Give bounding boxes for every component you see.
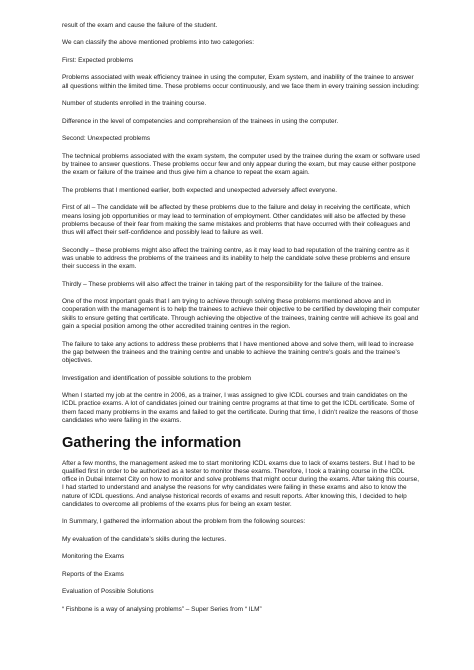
paragraph: Monitoring the Exams (62, 553, 125, 561)
paragraph: “ Fishbone is a way of analysing problems” – Super Series from “ ILM” (62, 605, 262, 613)
paragraph: The problems that I mentioned earlier, both expected and unexpected adversely affect everyone. (62, 186, 338, 194)
paragraph: One of the most important goals that I am trying to achieve through solving these problems mentioned above and in cooperation with the management is to help the trainees to achieve their objective to be certified by developing their computer skills to ensure getting that certificate. Through achieving the objective of the trainees, training centre will achieve its goal and gain a special position among the other accredited training centres in the region. (62, 298, 420, 331)
section-heading: Gathering the information (62, 434, 242, 451)
paragraph: Difference in the level of competencies and comprehension of the trainees in using the computer. (62, 117, 339, 125)
paragraph: Number of students enrolled in the training course. (62, 100, 207, 108)
paragraph: The failure to take any actions to address these problems that I have mentioned above and solve them, will lead to increase the gap between the trainees and the training centre and unable to achieve the training centre’s goals and the trainee’s objectives. (62, 340, 414, 365)
paragraph: Secondly – these problems might also affect the training centre, as it may lead to bad reputation of the training centre as it was unable to address the problems of the trainees and its inability to help the candidate solve these problems and ensure their success in the exam. (62, 246, 411, 271)
paragraph: Evaluation of Possible Solutions (62, 588, 154, 596)
paragraph: Problems associated with weak efficiency trainee in using the computer, Exam system, and inability of the trainee to answer all questions within the limited time. These problems occur continuously, and we face them in every training session including: (62, 74, 420, 90)
paragraph: First of all – The candidate will be affected by these problems due to the failure and delay in receiving the certificate, which means losing job opportunities or may lead to termination of employment. Other candidates will also be affected by these problems because of their fear from making the same mistakes and problems that have occurred with their colleagues and thus will affect their self-confidence and possibly lead to failure as well. (62, 204, 411, 237)
paragraph: Investigation and identification of possible solutions to the problem (62, 374, 251, 382)
paragraph: In Summary, I gathered the information about the problem from the following sources: (62, 518, 306, 526)
paragraph: When I started my job at the centre in 2006, as a trainer, I was assigned to give ICDL courses and train candidates on the ICDL practice exams. A lot of candidates joined our training centre programs at that time to get the ICDL certificate. Some of them faced many problems in the exams and failed to get the certificate. During that time, I didn’t realize the reasons of those candidates who were failing in the exams. (62, 392, 419, 425)
document-page (62, 22, 420, 623)
paragraph: After a few months, the management asked me to start monitoring ICDL exams due to lack of exams testers. But I had to be qualified first in order to be authorized as a tester to monitor these exams. Therefore, I took a training course in the ICDL office in Dubai Internet City on how to monitor and solve problems that might occur during the exams. After taking this course, I had started to understand and analyse the reasons for why candidates were failing in these exams and also to know the nature of ICDL questions. And analyse historical records of exams and result reports. After knowing this, I decided to help candidates to overcome all problems of the exams plus for being an exam tester. (62, 459, 419, 508)
paragraph: We can classify the above mentioned problems into two categories: (62, 39, 255, 47)
paragraph: My evaluation of the candidate’s skills during the lectures. (62, 535, 227, 543)
paragraph: result of the exam and cause the failure of the student. (62, 22, 218, 29)
paragraph: Second: Unexpected problems (62, 135, 151, 143)
paragraph: Thirdly – These problems will also affect the trainer in taking part of the responsibility for the failure of the trainee. (62, 280, 384, 288)
paragraph: Reports of the Exams (62, 570, 124, 578)
paragraph: First: Expected problems (62, 56, 134, 64)
paragraph: The technical problems associated with the exam system, the computer used by the trainee during the exam or software used by trainee to answer questions. These problems occur few and only appear during the exam, but may cause either postpone the exam or failure of the trainee and thus give him a chance to repeat the exam again. (62, 152, 420, 177)
